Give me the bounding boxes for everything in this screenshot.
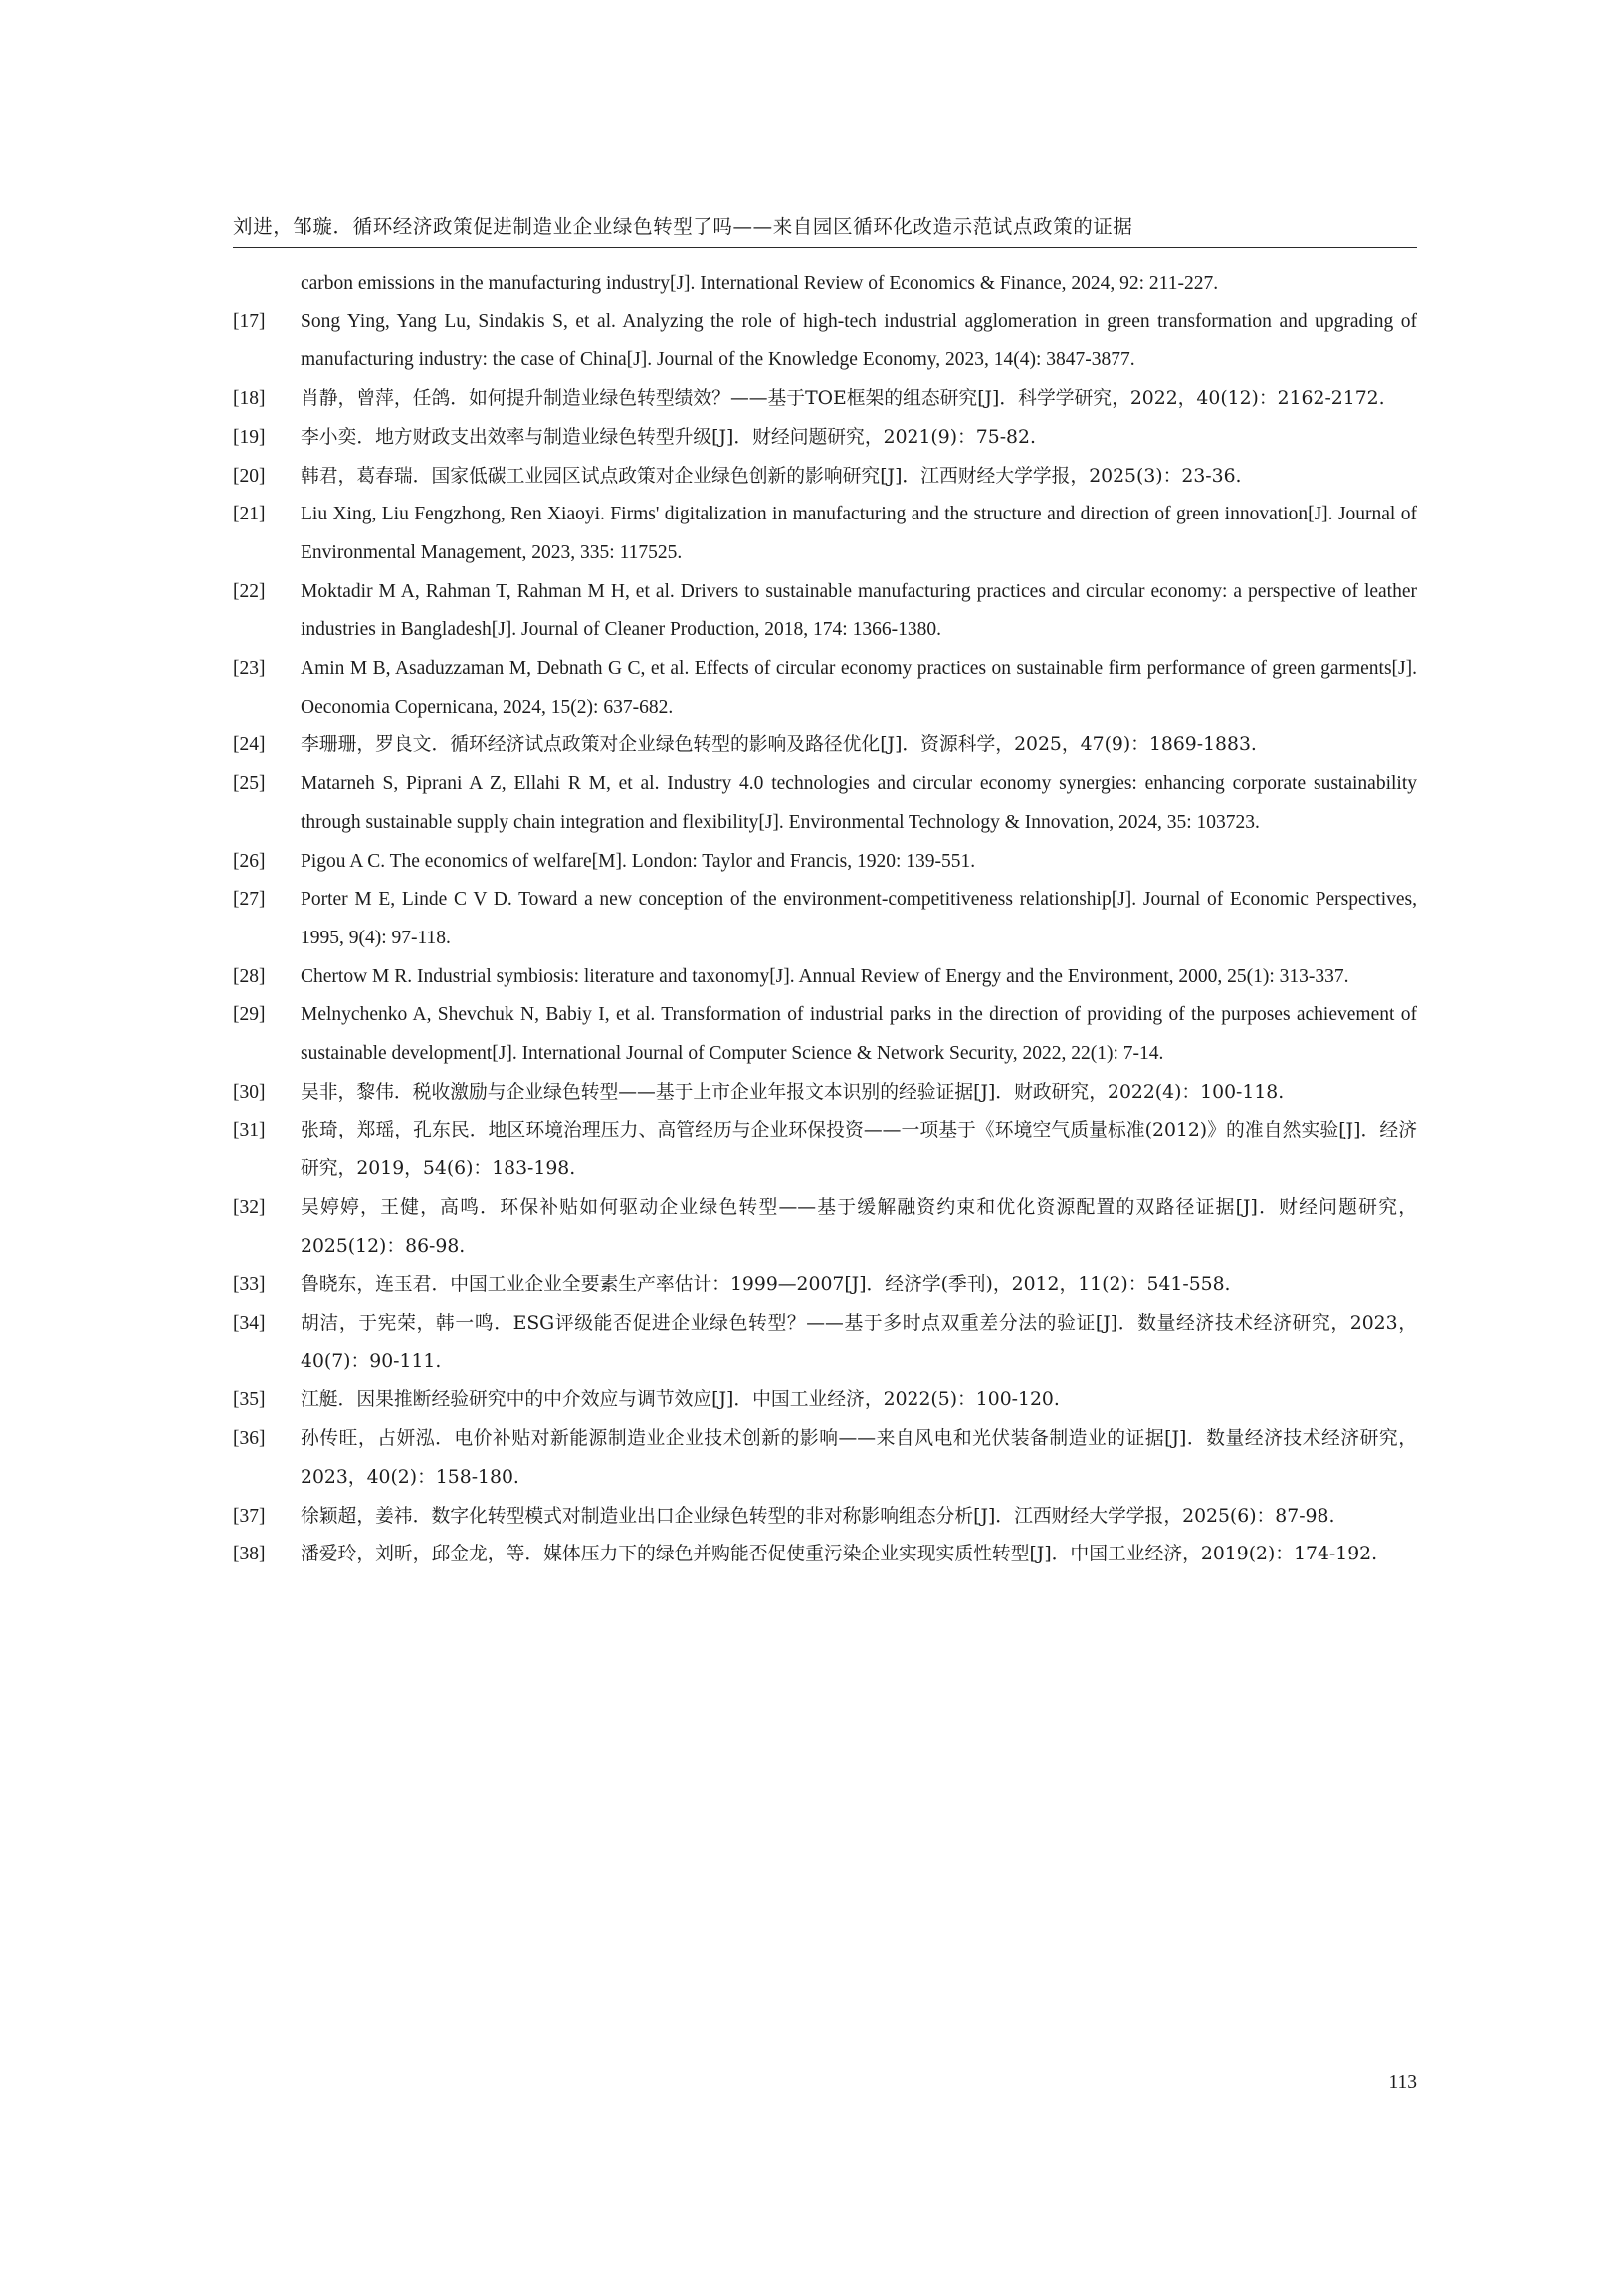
reference-item — [233, 650, 1417, 726]
reference-list — [233, 265, 1417, 1574]
reference-number: [36] — [233, 1428, 266, 1450]
reference-text: Matarneh S, Piprani A Z, Ellahi R M, et al. Industry 4.0 technologies and circular economy synergies: enhancing corporate sustainability through sustainable supply chain integration and flexibility[J]. Environmental Technology & Innovation, 2024, 35: 103723. — [301, 773, 1417, 833]
reference-item — [233, 726, 1417, 765]
running-header: 刘进，邹璇．循环经济政策促进制造业企业绿色转型了吗——来自园区循环化改造示范试点政策的证据 — [233, 215, 1133, 238]
reference-text: 潘爱玲，刘昕，邱金龙，等．媒体压力下的绿色并购能否促使重污染企业实现实质性转型[J]．中国工业经济，2019(2)：174-192. — [301, 1544, 1378, 1565]
reference-item — [233, 380, 1417, 419]
reference-text: 张琦，郑瑶，孔东民．地区环境治理压力、高管经历与企业环保投资——一项基于《环境空气质量标准(2012)》的准自然实验[J]．经济研究，2019，54(6)：183-198. — [301, 1120, 1417, 1180]
reference-number: [19] — [233, 426, 266, 448]
reference-text: carbon emissions in the manufacturing industry[J]. International Review of Economics & Finance, 2024, 92: 211-227. — [301, 273, 1219, 294]
reference-item — [233, 1420, 1417, 1497]
reference-text: Moktadir M A, Rahman T, Rahman M H, et al. Drivers to sustainable manufacturing practices and circular economy: a perspective of leather industries in Bangladesh[J]. Journal of Cleaner Production, 2018, 174: 1366-1380. — [301, 580, 1417, 641]
reference-item — [233, 843, 1417, 882]
reference-text: Porter M E, Linde C V D. Toward a new conception of the environment-competitiveness relationship[J]. Journal of Economic Perspectives, 1995, 9(4): 97-118. — [301, 889, 1417, 948]
reference-item — [233, 265, 1417, 304]
reference-number: [17] — [233, 311, 266, 332]
reference-number: [21] — [233, 504, 266, 525]
reference-text: 吴婷婷，王健，高鸣．环保补贴如何驱动企业绿色转型——基于缓解融资约束和优化资源配置的双路径证据[J]．财经问题研究，2025(12)：86-98. — [301, 1196, 1417, 1257]
reference-number: [22] — [233, 580, 266, 602]
reference-number: [27] — [233, 889, 266, 911]
reference-item — [233, 496, 1417, 572]
reference-number: [37] — [233, 1505, 266, 1527]
reference-item — [233, 573, 1417, 650]
reference-text: 胡洁，于宪荣，韩一鸣．ESG评级能否促进企业绿色转型？——基于多时点双重差分法的验证[J]．数量经济技术经济研究，2023，40(7)：90-111. — [301, 1312, 1417, 1372]
reference-number: [25] — [233, 773, 266, 795]
reference-number: [32] — [233, 1196, 266, 1218]
reference-text: 鲁晓东，连玉君．中国工业企业全要素生产率估计：1999—2007[J]．经济学(季刊)，2012，11(2)：541-558. — [301, 1274, 1231, 1296]
reference-item — [233, 419, 1417, 458]
reference-item — [233, 1498, 1417, 1537]
reference-text: 江艇．因果推断经验研究中的中介效应与调节效应[J]．中国工业经济，2022(5)：100-120. — [301, 1389, 1060, 1411]
reference-text: Song Ying, Yang Lu, Sindakis S, et al. Analyzing the role of high-tech industrial agglomeration in green transformation and upgrading of manufacturing industry: the case of China[J]. Journal of the Knowledge Economy, 2023, 14(4): 3847-3877. — [301, 311, 1417, 371]
reference-text: 吴非，黎伟．税收激励与企业绿色转型——基于上市企业年报文本识别的经验证据[J]．财政研究，2022(4)：100-118. — [301, 1081, 1285, 1103]
reference-number: [23] — [233, 658, 266, 680]
reference-text: 李珊珊，罗良文．循环经济试点政策对企业绿色转型的影响及路径优化[J]．资源科学，2025，47(9)：1869-1883. — [301, 734, 1257, 756]
reference-text: 徐颖超，姜祎．数字化转型模式对制造业出口企业绿色转型的非对称影响组态分析[J]．江西财经大学学报，2025(6)：87-98. — [301, 1505, 1335, 1527]
reference-item — [233, 1266, 1417, 1305]
reference-text: 孙传旺，占妍泓．电价补贴对新能源制造业企业技术创新的影响——来自风电和光伏装备制造业的证据[J]．数量经济技术经济研究，2023，40(2)：158-180. — [301, 1428, 1417, 1488]
reference-text: 肖静，曾萍，任鸽．如何提升制造业绿色转型绩效？——基于TOE框架的组态研究[J]．科学学研究，2022，40(12)：2162-2172. — [301, 388, 1385, 410]
reference-number: [38] — [233, 1544, 266, 1565]
reference-number: [34] — [233, 1312, 266, 1334]
page-number: 113 — [1388, 2072, 1417, 2093]
reference-number: [29] — [233, 1004, 266, 1026]
reference-item — [233, 1189, 1417, 1266]
reference-number: [33] — [233, 1274, 266, 1296]
reference-number: [30] — [233, 1081, 266, 1103]
reference-text: Amin M B, Asaduzzaman M, Debnath G C, et al. Effects of circular economy practices on sustainable firm performance of green garments[J]. Oeconomia Copernicana, 2024, 15(2): 637-682. — [301, 658, 1417, 718]
reference-item — [233, 765, 1417, 842]
reference-item — [233, 1381, 1417, 1420]
reference-number: [24] — [233, 734, 266, 756]
reference-text: Pigou A C. The economics of welfare[M]. London: Taylor and Francis, 1920: 139-551. — [301, 850, 976, 872]
reference-text: Chertow M R. Industrial symbiosis: literature and taxonomy[J]. Annual Review of Energy and the Environment, 2000, 25(1): 313-337. — [301, 965, 1349, 987]
reference-item — [233, 458, 1417, 497]
reference-text: Liu Xing, Liu Fengzhong, Ren Xiaoyi. Firms' digitalization in manufacturing and the structure and direction of green innovation[J]. Journal of Environmental Management, 2023, 335: 117525. — [301, 504, 1417, 563]
reference-text: Melnychenko A, Shevchuk N, Babiy I, et al. Transformation of industrial parks in the direction of providing of the purposes achievement of sustainable development[J]. International Journal of Computer Science & Network Security, 2022, 22(1): 7-14. — [301, 1004, 1417, 1065]
reference-item — [233, 1305, 1417, 1381]
reference-item — [233, 996, 1417, 1073]
reference-item — [233, 304, 1417, 380]
reference-text: 李小奕．地方财政支出效率与制造业绿色转型升级[J]．财经问题研究，2021(9)：75-82. — [301, 426, 1036, 448]
reference-number: [35] — [233, 1389, 266, 1411]
reference-item — [233, 1074, 1417, 1113]
reference-item — [233, 1112, 1417, 1188]
reference-text: 韩君，葛春瑞．国家低碳工业园区试点政策对企业绿色创新的影响研究[J]．江西财经大学学报，2025(3)：23-36. — [301, 465, 1242, 487]
reference-number: [26] — [233, 850, 266, 872]
reference-number: [31] — [233, 1120, 266, 1141]
reference-item — [233, 1536, 1417, 1574]
reference-number: [28] — [233, 965, 266, 987]
reference-number: [18] — [233, 388, 266, 410]
reference-item — [233, 958, 1417, 997]
header-rule — [233, 247, 1417, 248]
reference-item — [233, 881, 1417, 957]
reference-number: [20] — [233, 465, 266, 487]
